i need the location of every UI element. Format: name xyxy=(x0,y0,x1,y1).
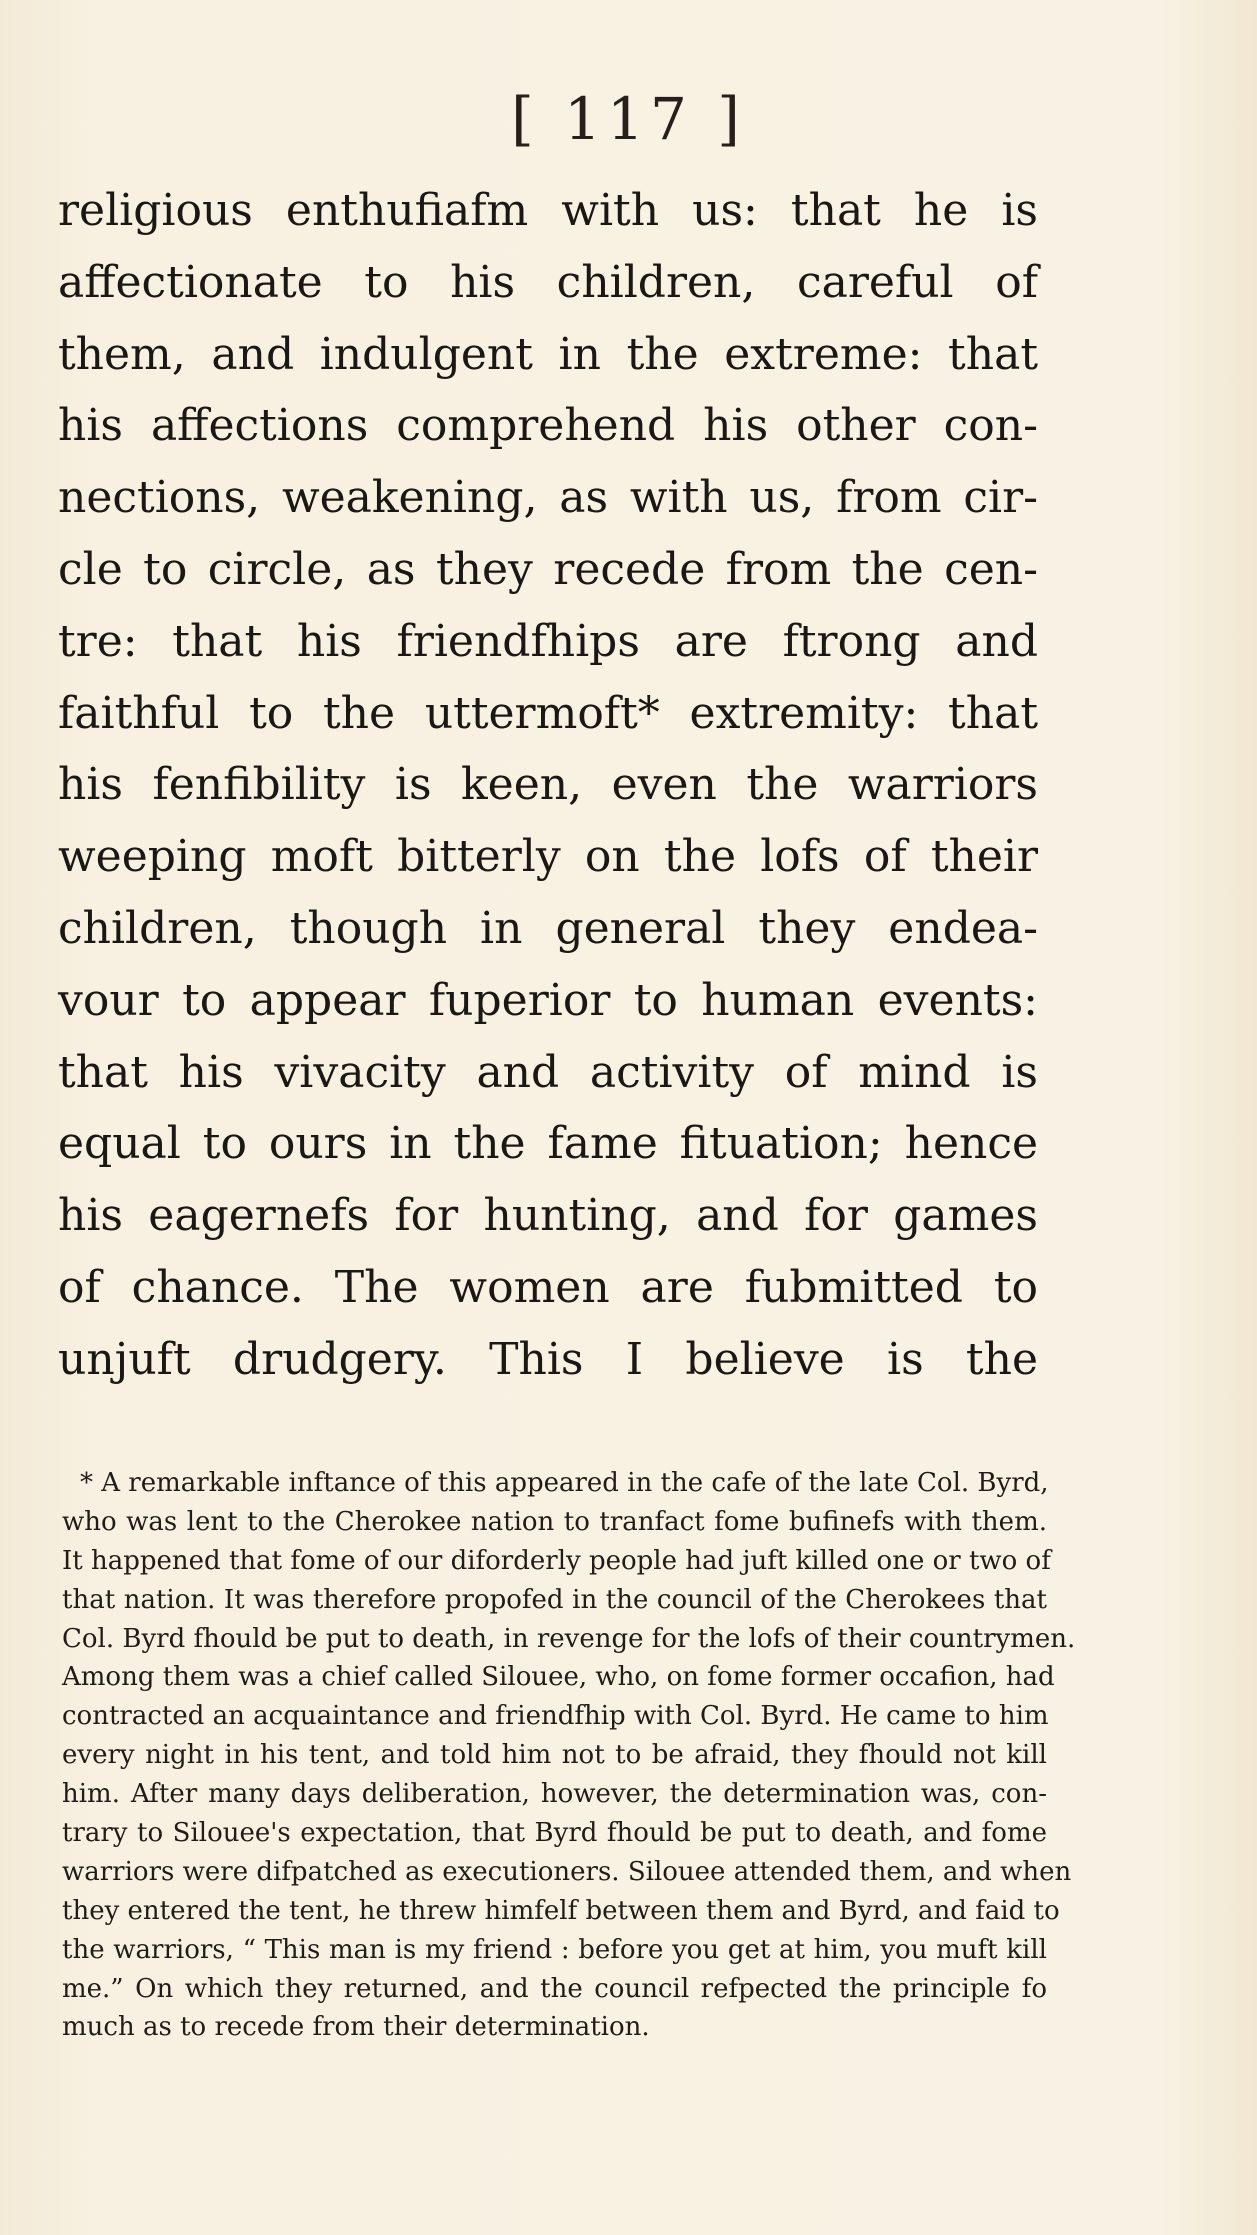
text-line: children, though in general they endea- xyxy=(58,902,1038,954)
footnote-line: Among them was a chief called Silouee, who, on fome former occafion, had xyxy=(62,1662,1055,1693)
text-line: his fenfibility is keen, even the warriors xyxy=(58,759,1038,811)
footnote-line: that nation. It was therefore propofed in the council of the Cherokees that xyxy=(62,1584,1047,1615)
footnote-line: * A remarkable inftance of this appeared in the cafe of the late Col. Byrd, xyxy=(80,1468,1049,1498)
text-line: them, and indulgent in the extreme: that xyxy=(58,328,1038,380)
footnote-line: me.” On which they returned, and the council refpected the principle fo xyxy=(62,1973,1047,2004)
text-line: weeping moft bitterly on the lofs of their xyxy=(58,831,1038,883)
page-number-header: [ 117 ] xyxy=(511,85,746,153)
text-line: religious enthufiafm with us: that he is xyxy=(58,185,1038,236)
footnote-line: him. After many days deliberation, however, the determination was, con- xyxy=(62,1779,1047,1810)
text-line: that his vivacity and activity of mind is xyxy=(58,1046,1038,1098)
text-line: his affections comprehend his other con- xyxy=(58,400,1038,452)
text-line: affectionate to his children, careful of xyxy=(58,256,1038,308)
footnote-line: they entered the tent, he threw himfelf between them and Byrd, and faid to xyxy=(62,1895,1060,1926)
footnote-line: It happened that fome of our diforderly people had juft killed one or two of xyxy=(62,1545,1051,1576)
text-line: tre: that his friendfhips are ftrong and xyxy=(58,615,1038,667)
text-line: faithful to the uttermoft* extremity: that xyxy=(58,687,1038,739)
footnote-line: warriors were difpatched as executioners. Silouee attended them, and when xyxy=(62,1856,1072,1887)
text-line: equal to ours in the fame fituation; hence xyxy=(58,1118,1038,1170)
footnote-line: trary to Silouee's expectation, that Byrd fhould be put to death, and fome xyxy=(62,1818,1047,1849)
text-line: cle to circle, as they recede from the cen- xyxy=(58,543,1038,595)
footnote-line: the warriors, “ This man is my friend : before you get at him, you muft kill xyxy=(62,1934,1047,1965)
footnote-line: contracted an acquaintance and friendfhip with Col. Byrd. He came to him xyxy=(62,1701,1049,1732)
text-line: vour to appear fuperior to human events: xyxy=(58,974,1038,1026)
main-text-block xyxy=(58,175,1038,1396)
footnote-line: who was lent to the Cherokee nation to tranfact fome bufinefs with them. xyxy=(62,1506,1047,1537)
footnote-line: much as to recede from their determination. xyxy=(62,2012,650,2043)
text-line: unjuft drudgery. This I believe is the xyxy=(58,1333,1038,1385)
text-line: his eagernefs for hunting, and for games xyxy=(58,1190,1038,1242)
text-line: of chance. The women are fubmitted to xyxy=(58,1261,1038,1313)
text-line: nections, weakening, as with us, from cir- xyxy=(58,472,1038,524)
footnote-line: Col. Byrd fhould be put to death, in revenge for the lofs of their countrymen. xyxy=(62,1623,1076,1654)
footnote-line: every night in his tent, and told him not to be afraid, they fhould not kill xyxy=(62,1740,1047,1771)
footnote-block xyxy=(62,1464,1076,2047)
